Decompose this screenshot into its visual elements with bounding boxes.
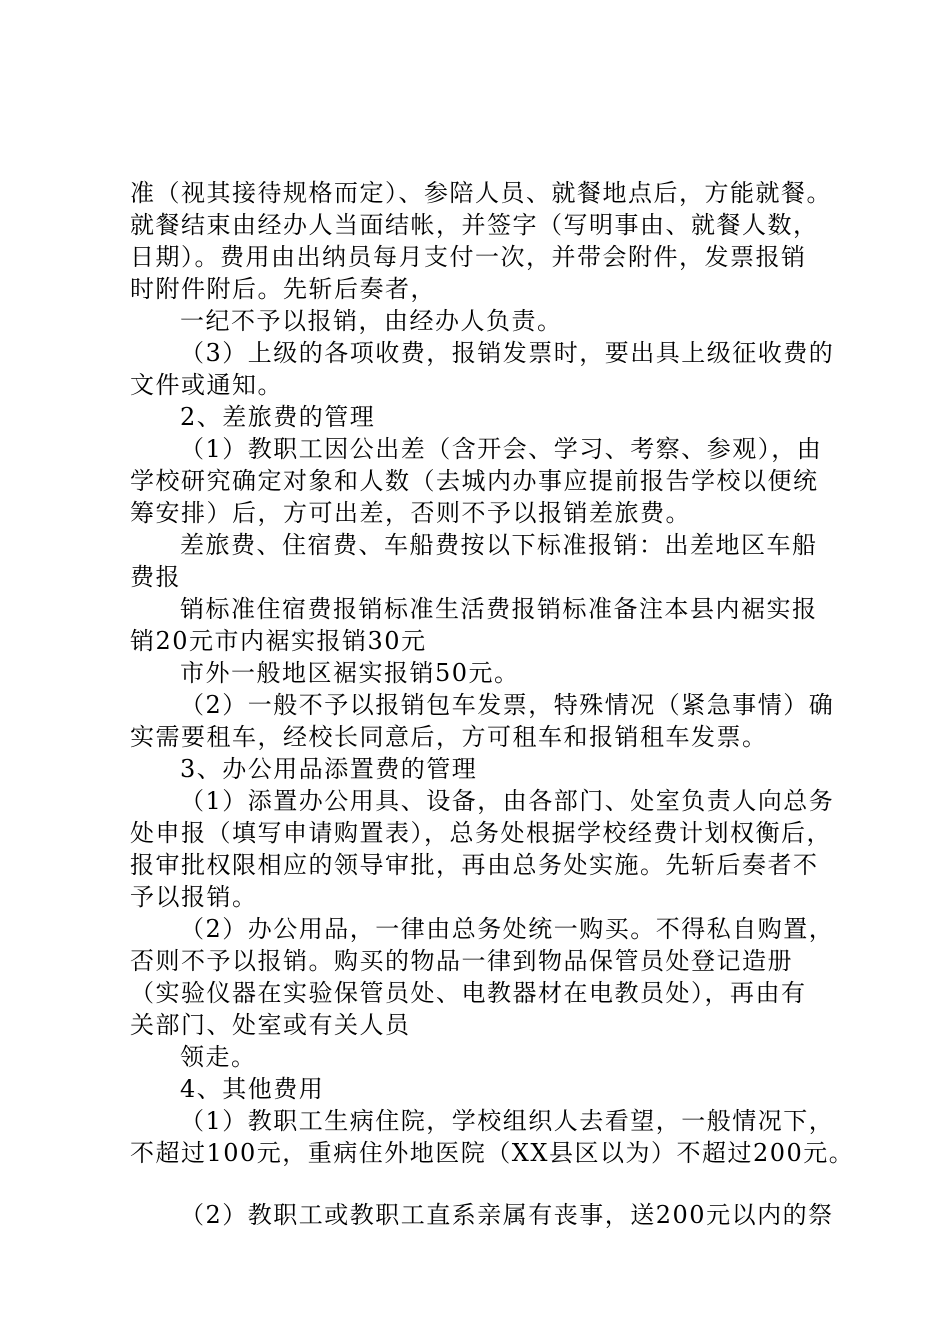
- text-line-14: 销标准住宿费报销标准生活费报销标准备注本县内裾实报: [180, 595, 818, 623]
- text-line-4: 时附件附后。先斩后奏者，: [130, 275, 436, 303]
- section-heading-office-supplies: 3、办公用品添置费的管理: [180, 755, 478, 783]
- text-line-25: 否则不予以报销。购买的物品一律到物品保管员处登记造册: [130, 947, 793, 975]
- text-line-13: 费报: [130, 563, 181, 591]
- text-line-11: 筹安排）后，方可出差，否则不予以报销差旅费。: [130, 499, 691, 527]
- text-line-17: （2）一般不予以报销包车发票，特殊情况（紧急事情）确: [180, 691, 835, 719]
- text-line-6: （3）上级的各项收费，报销发票时，要出具上级征收费的: [180, 339, 835, 367]
- text-line-20: （1）添置办公用具、设备，由各部门、处室负责人向总务: [180, 787, 835, 815]
- text-line-7: 文件或通知。: [130, 371, 283, 399]
- text-line-22: 报审批权限相应的领导审批，再由总务处实施。先斩后奏者不: [130, 851, 819, 879]
- text-line-1: 准（视其接待规格而定）、参陪人员、就餐地点后，方能就餐。: [130, 179, 832, 207]
- text-line-21: 处申报（填写申请购置表），总务处根据学校经费计划权衡后，: [130, 819, 832, 847]
- text-line-12: 差旅费、住宿费、车船费按以下标准报销：出差地区车船: [180, 531, 818, 559]
- text-line-3: 日期）。费用由出纳员每月支付一次，并带会附件，发票报销: [130, 243, 807, 271]
- section-heading-other-expenses: 4、其他费用: [180, 1075, 325, 1103]
- section-heading-travel: 2、差旅费的管理: [180, 403, 376, 431]
- text-line-23: 予以报销。: [130, 883, 258, 911]
- text-line-27: 关部门、处室或有关人员: [130, 1011, 411, 1039]
- text-line-9: （1）教职工因公出差（含开会、学习、考察、参观），由: [180, 435, 823, 463]
- text-line-15: 销20元市内裾实报销30元: [130, 627, 427, 655]
- text-line-16: 市外一般地区裾实报销50元。: [180, 659, 520, 687]
- text-line-28: 领走。: [180, 1043, 257, 1071]
- text-line-24: （2）办公用品，一律由总务处统一购买。不得私自购置，: [180, 915, 835, 943]
- text-line-32: （2）教职工或教职工直系亲属有丧事，送200元以内的祭: [180, 1201, 834, 1229]
- text-line-5: 一纪不予以报销，由经办人负责。: [180, 307, 563, 335]
- text-line-18: 实需要租车，经校长同意后，方可租车和报销租车发票。: [130, 723, 768, 751]
- text-line-2: 就餐结束由经办人当面结帐，并签字（写明事由、就餐人数，: [130, 211, 819, 239]
- text-line-10: 学校研究确定对象和人数（去城内办事应提前报告学校以便统: [130, 467, 819, 495]
- text-line-26: （实验仪器在实验保管员处、电教器材在电教员处），再由有: [130, 979, 807, 1007]
- text-line-30: （1）教职工生病住院，学校组织人去看望，一般情况下，: [180, 1107, 835, 1135]
- text-line-31: 不超过100元，重病住外地医院（XX县区以为）不超过200元。: [130, 1139, 855, 1167]
